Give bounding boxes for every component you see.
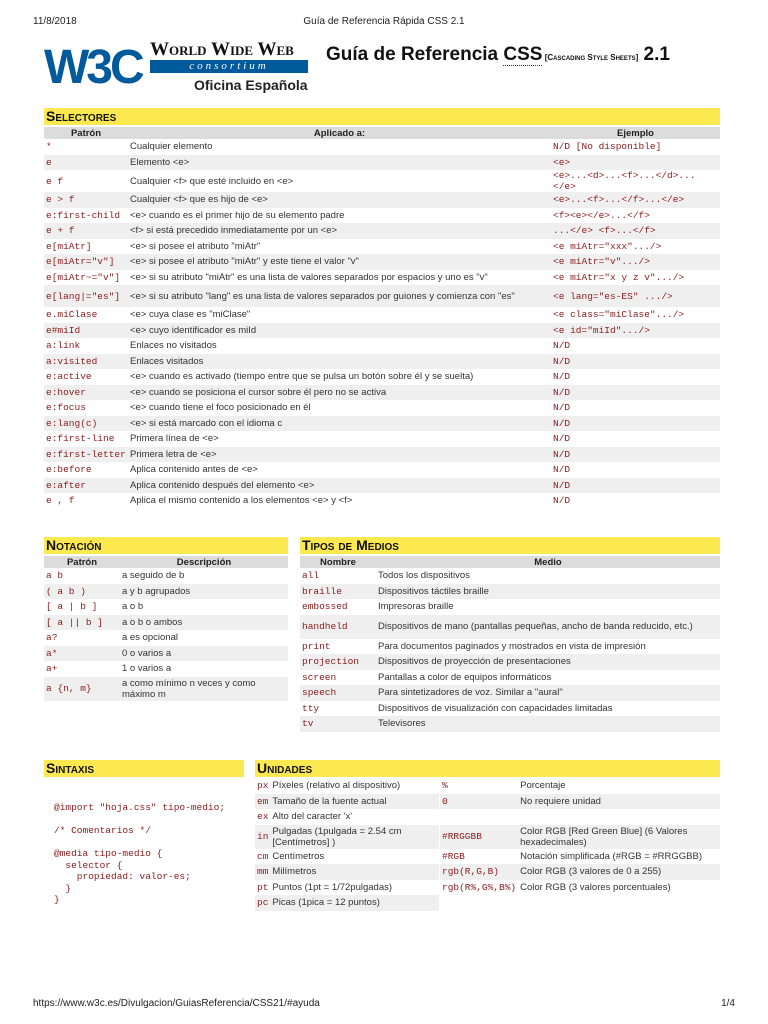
unidades-table-right — [440, 778, 720, 895]
selector-pattern: e:hover — [44, 385, 128, 401]
table-row — [255, 809, 439, 825]
unit-description: Color RGB (3 valores porcentuales) — [520, 881, 671, 893]
selector-applies-to: <e> cuando es el primer hijo de su elemento padre — [130, 209, 345, 221]
selector-example: <e miAtr="x y z v".../> — [553, 271, 685, 283]
title-prefix: Guía de Referencia — [326, 44, 504, 65]
media-name: braille — [300, 584, 376, 600]
col-header-patron: Patrón — [44, 556, 120, 568]
selector-example: N/D — [551, 478, 720, 494]
table-row — [44, 208, 720, 224]
table-row — [44, 416, 720, 432]
selector-example: N/D — [553, 402, 571, 414]
col-header-aplicado: Aplicado a: — [128, 127, 551, 139]
title-version: 2.1 — [638, 44, 670, 65]
table-row — [44, 270, 720, 286]
table-row — [255, 778, 439, 794]
section-sintaxis-heading: Sintaxis — [44, 760, 244, 777]
print-page-number: 1/4 — [721, 998, 735, 1009]
logo-w3c-mark: W3C — [44, 41, 142, 94]
notation-pattern: a+ — [46, 663, 58, 675]
unit-code: pc — [255, 895, 270, 911]
print-date: 11/8/2018 — [33, 16, 77, 27]
unit-description: Pulgadas (1pulgada = 2.54 cm [Centímetros] ) — [270, 825, 439, 849]
selector-example: N/D [No disponible] — [553, 141, 662, 153]
notation-description: a o b o ambos — [120, 615, 288, 631]
table-row — [44, 400, 720, 416]
table-row — [44, 155, 720, 171]
table-row — [44, 307, 720, 323]
selector-applies-to: <e> cuando es activado (tiempo entre que se pulsa un botón sobre él y se suelta) — [130, 371, 474, 383]
table-row — [44, 354, 720, 370]
notation-description: a seguido de b — [122, 570, 185, 582]
selector-applies-to: Elemento <e> — [128, 155, 551, 171]
unit-description: Notación simplificada (#RGB = #RRGGBB) — [520, 850, 703, 862]
table-row — [44, 599, 288, 615]
title-css-expansion: [Cascading Style Sheets] — [542, 53, 639, 62]
media-description: Televisores — [376, 716, 720, 732]
selector-pattern: e + f — [44, 223, 128, 239]
table-row — [44, 584, 288, 600]
unit-code: em — [255, 794, 270, 810]
col-header-medio: Medio — [376, 556, 720, 568]
notation-description: 1 o varios a — [122, 663, 172, 675]
table-row — [44, 192, 720, 208]
table-row — [44, 170, 720, 192]
page-title — [326, 44, 670, 66]
media-name: handheld — [300, 615, 376, 639]
selector-example: N/D — [551, 416, 720, 432]
notation-description: a es opcional — [122, 632, 178, 644]
selector-pattern: e:lang(c) — [44, 416, 128, 432]
selector-pattern: a:link — [46, 340, 81, 352]
table-row — [300, 615, 720, 639]
table-row — [255, 895, 439, 911]
table-row — [255, 864, 439, 880]
table-row — [44, 447, 720, 463]
selector-applies-to: <e> cuyo identificador es miId — [128, 323, 551, 339]
selector-applies-to: Primera letra de <e> — [128, 447, 551, 463]
selector-applies-to: Enlaces no visitados — [130, 340, 217, 352]
selector-pattern: e.miClase — [46, 309, 98, 321]
w3c-logo[interactable] — [44, 40, 314, 96]
table-row — [44, 385, 720, 401]
table-row — [44, 369, 720, 385]
col-header-descripcion: Descripción — [120, 556, 288, 568]
selector-pattern: * — [46, 141, 52, 153]
notation-description: a como mínimo n veces y como máximo m — [120, 677, 288, 701]
selector-example: <e id="miId".../> — [551, 323, 720, 339]
selector-applies-to: <e> cuya clase es "miClase" — [130, 309, 251, 321]
table-row — [255, 825, 439, 849]
table-row — [44, 254, 720, 270]
table-row — [300, 701, 720, 717]
table-row — [44, 630, 288, 646]
table-row — [440, 794, 720, 810]
table-row — [44, 661, 288, 677]
unit-code: #RRGGBB — [440, 825, 518, 849]
table-row — [300, 670, 720, 686]
selector-example: N/D — [551, 447, 720, 463]
selector-applies-to: Enlaces visitados — [128, 354, 551, 370]
table-row — [440, 880, 720, 896]
unit-description: Milímetros — [270, 864, 439, 880]
selector-pattern: e:first-line — [46, 433, 115, 445]
unit-code: #RGB — [442, 850, 465, 862]
media-description: Dispositivos táctiles braille — [376, 584, 720, 600]
selector-example: <e>...<f>...</f>...</e> — [551, 192, 720, 208]
table-row — [440, 809, 720, 825]
selector-applies-to: Aplica el mismo contenido a los elementos <e> y <f> — [130, 495, 353, 507]
logo-www-text: World Wide Web — [150, 39, 294, 60]
media-name: print — [302, 640, 331, 652]
selector-applies-to: Cualquier <f> que esté incluido en <e> — [130, 175, 294, 187]
section-selectores-heading: Selectores — [44, 108, 720, 125]
selector-pattern: e#miId — [44, 323, 128, 339]
media-description: Pantallas a color de equipos informáticos — [378, 671, 552, 683]
table-row — [255, 849, 439, 865]
selector-example: N/D — [553, 340, 571, 352]
print-footer — [33, 998, 735, 1012]
selector-example: N/D — [553, 433, 571, 445]
table-row — [440, 864, 720, 880]
table-row — [44, 478, 720, 494]
media-name: all — [302, 570, 320, 582]
selector-applies-to: Cualquier elemento — [130, 141, 213, 153]
table-row — [44, 223, 720, 239]
selector-example: N/D — [551, 354, 720, 370]
notacion-table — [44, 556, 288, 701]
selector-pattern: e f — [46, 175, 64, 187]
unit-code: ex — [257, 811, 269, 823]
notation-pattern: [ a || b ] — [44, 615, 120, 631]
selector-applies-to: <e> si posee el atributo "miAtr" — [130, 240, 261, 252]
media-description: Para documentos paginados y mostrados en vista de impresión — [378, 640, 646, 652]
table-row — [44, 646, 288, 662]
media-description: Dispositivos de proyección de presentaciones — [376, 654, 720, 670]
table-row — [44, 323, 720, 339]
selector-pattern: e , f — [46, 495, 75, 507]
selector-example: <f><e></e>...</f> — [553, 209, 650, 221]
selector-applies-to: Cualquier <f> que es hijo de <e> — [128, 192, 551, 208]
sintaxis-code-block: @import "hoja.css" tipo-medio; /* Comentarios */ @media tipo-medio { selector { propiedad: valor-es; } } — [54, 802, 226, 905]
table-row — [44, 615, 288, 631]
table-header-row — [44, 127, 720, 139]
selector-applies-to: <f> si está precedido inmediatamente por un <e> — [128, 223, 551, 239]
selector-applies-to: <e> si su atributo "lang" es una lista de valores separados por guiones y comienza con "es" — [128, 285, 551, 307]
selector-applies-to: <e> cuando se posiciona el cursor sobre él pero no se activa — [128, 385, 551, 401]
selector-example: <e miAtr="xxx".../> — [553, 240, 662, 252]
selector-example: <e class="miClase".../> — [553, 309, 685, 321]
notation-pattern: a* — [44, 646, 120, 662]
selector-pattern: e:after — [44, 478, 128, 494]
selector-applies-to: Primera línea de <e> — [130, 433, 219, 445]
notation-pattern: a? — [46, 632, 58, 644]
section-notacion-heading: Notación — [44, 537, 288, 554]
table-row — [300, 716, 720, 732]
unit-code: mm — [255, 864, 270, 880]
table-row — [300, 654, 720, 670]
table-row — [255, 880, 439, 896]
selector-applies-to: <e> si está marcado con el idioma c — [128, 416, 551, 432]
unit-code: in — [255, 825, 270, 849]
media-description: Dispositivos de mano (pantallas pequeñas, ancho de banda reducido, etc.) — [376, 615, 720, 639]
unit-code — [440, 809, 518, 825]
unit-description: No requiere unidad — [518, 794, 720, 810]
selector-pattern: e:first-letter — [44, 447, 128, 463]
table-row — [44, 338, 720, 354]
logo-consortium-bar: consortium — [150, 60, 308, 73]
col-header-ejemplo: Ejemplo — [551, 127, 720, 139]
table-row — [440, 825, 720, 849]
table-row — [44, 677, 288, 701]
selector-applies-to: Aplica contenido antes de <e> — [130, 464, 258, 476]
selector-example: ...</e> <f>...</f> — [551, 223, 720, 239]
medios-table — [300, 556, 720, 732]
media-description: Impresoras braille — [378, 601, 454, 613]
selector-pattern: e[miAtr] — [46, 240, 92, 252]
selector-pattern: e:focus — [46, 402, 86, 414]
table-row — [44, 493, 720, 509]
unit-description: Tamaño de la fuente actual — [270, 794, 439, 810]
selector-pattern: e — [44, 155, 128, 171]
unit-description: Color RGB (3 valores de 0 a 255) — [518, 864, 720, 880]
table-row — [440, 849, 720, 865]
unit-description: Alto del caracter 'x' — [272, 811, 353, 823]
selector-example: <e lang="es-ES" .../> — [551, 285, 720, 307]
table-row — [44, 139, 720, 155]
media-description: Dispositivos de visualización con capacidades limitadas — [378, 702, 613, 714]
print-header — [33, 16, 735, 30]
media-name: tty — [302, 702, 320, 714]
unit-code: pt — [257, 881, 269, 893]
selector-applies-to: <e> si su atributo "miAtr" es una lista de valores separados por espacios y uno es "v" — [130, 271, 488, 283]
media-name: embossed — [302, 601, 348, 613]
print-footer-url[interactable]: https://www.w3c.es/Divulgacion/GuiasReferencia/CSS21/#ayuda — [33, 998, 320, 1009]
notation-pattern: a b — [46, 570, 64, 582]
unit-description: Puntos (1pt = 1/72pulgadas) — [272, 881, 393, 893]
table-row — [44, 568, 288, 584]
unit-description — [518, 809, 720, 825]
selector-example: <e>...<d>...<f>...</d>...</e> — [553, 170, 696, 192]
selector-example: N/D — [553, 464, 571, 476]
notation-pattern: [ a | b ] — [46, 601, 98, 613]
unit-code: px — [257, 780, 269, 792]
media-name: screen — [302, 671, 337, 683]
table-row — [300, 639, 720, 655]
selector-example: N/D — [553, 371, 571, 383]
notation-description: a y b agrupados — [120, 584, 288, 600]
selector-pattern: e[miAtr~="v"] — [46, 271, 121, 283]
unit-description: Centímetros — [272, 850, 325, 862]
table-row — [255, 794, 439, 810]
unit-code: rgb(R,G,B) — [440, 864, 518, 880]
selector-applies-to: <e> cuando tiene el foco posicionado en él — [130, 402, 311, 414]
selectores-table — [44, 127, 720, 509]
unit-code: rgb(R%,G%,B%) — [442, 881, 517, 893]
selector-pattern: a:visited — [44, 354, 128, 370]
selector-example: <e miAtr="v".../> — [551, 254, 720, 270]
unit-description: Color RGB [Red Green Blue] (6 Valores hexadecimales) — [518, 825, 720, 849]
col-header-patron: Patrón — [44, 127, 128, 139]
table-row — [300, 599, 720, 615]
col-header-nombre: Nombre — [300, 556, 376, 568]
table-row — [300, 584, 720, 600]
unit-code: % — [442, 780, 448, 792]
section-unidades-heading: Unidades — [255, 760, 720, 777]
selector-pattern: e[lang|="es"] — [44, 285, 128, 307]
table-row — [44, 239, 720, 255]
notation-description: 0 o varios a — [120, 646, 288, 662]
selector-pattern: e:first-child — [46, 209, 121, 221]
unit-code: cm — [257, 850, 269, 862]
notation-pattern: ( a b ) — [44, 584, 120, 600]
notation-pattern: a {n, m} — [44, 677, 120, 701]
notation-description: a o b — [122, 601, 144, 613]
title-css-abbr[interactable]: CSS — [503, 44, 543, 65]
selector-applies-to: Aplica contenido después del elemento <e> — [128, 478, 551, 494]
selector-pattern: e:active — [46, 371, 92, 383]
selector-pattern: e[miAtr="v"] — [44, 254, 128, 270]
print-page-title: Guía de Referencia Rápida CSS 2.1 — [303, 16, 465, 27]
unit-code: 0 — [440, 794, 518, 810]
media-description: Para sintetizadores de voz. Similar a "aural" — [376, 685, 720, 701]
table-row — [44, 285, 720, 307]
section-medios-heading: Tipos de Medios — [300, 537, 720, 554]
unit-description: Porcentaje — [520, 780, 566, 792]
table-header-row — [300, 556, 720, 568]
table-header-row — [44, 556, 288, 568]
selector-pattern: e:before — [46, 464, 92, 476]
media-name: tv — [300, 716, 376, 732]
selector-example: <e> — [551, 155, 720, 171]
table-row — [440, 778, 720, 794]
table-row — [300, 685, 720, 701]
table-row — [44, 431, 720, 447]
unit-description: Picas (1pica = 12 puntos) — [270, 895, 439, 911]
media-name: speech — [300, 685, 376, 701]
selector-pattern: e > f — [44, 192, 128, 208]
media-description: Todos los dispositivos — [378, 570, 470, 582]
unit-description: Píxeles (relativo al dispositivo) — [272, 780, 401, 792]
selector-example: N/D — [553, 495, 571, 507]
selector-example: N/D — [551, 385, 720, 401]
selector-applies-to: <e> si posee el atributo "miAtr" y este tiene el valor "v" — [128, 254, 551, 270]
table-row — [44, 462, 720, 478]
table-row — [300, 568, 720, 584]
media-name: projection — [300, 654, 376, 670]
logo-oficina-text: Oficina Española — [194, 77, 308, 93]
unidades-table-left — [255, 778, 439, 911]
